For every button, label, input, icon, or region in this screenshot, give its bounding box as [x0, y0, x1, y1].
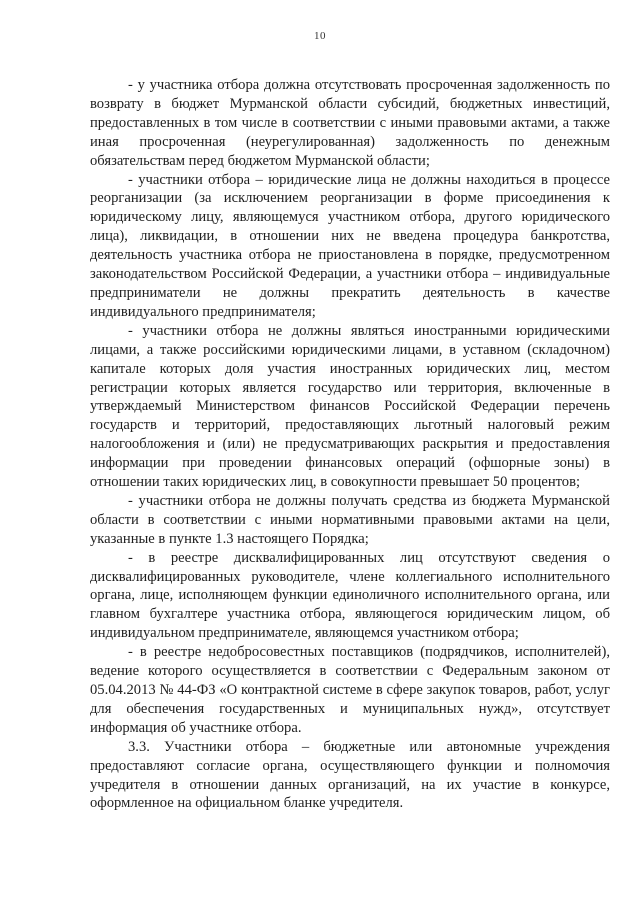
paragraph-reorganization: - участники отбора – юридические лица не должны находиться в процессе реорганизации (за исключением реорганизации в форме присоединения к юридическому лицу, являющемуся участником отбора, другого юридического лица), ликвидации, в отношении них не введена процедура банкротства, деятельность участника отбора не приостановлена в порядке, предусмотренном законодательством Российской Федерации, а участники отбора – индивидуальные предприниматели не должны прекратить деятельность в качестве индивидуального предпринимателя; — [90, 171, 610, 320]
paragraph-unfair-suppliers-registry: - в реестре недобросовестных поставщиков (подрядчиков, исполнителей), ведение которого осуществляется в соответствии с Федеральным законом от 05.04.2013 № 44-ФЗ «О контрактной системе в сфере закупок товаров, работ, услуг для обеспечения государственных и муниципальных нужд», отсутствует информация об участнике отбора. — [90, 644, 610, 736]
document-body — [90, 76, 610, 813]
page-number: 10 — [314, 30, 326, 42]
paragraph-other-funding: - участники отбора не должны получать средства из бюджета Мурманской области в соответствии с иными нормативными правовыми актами на цели, указанные в пункте 1.3 настоящего Порядка; — [90, 492, 610, 547]
paragraph-overdue-debt: - у участника отбора должна отсутствовать просроченная задолженность по возврату в бюджет Мурманской области субсидий, бюджетных инвестиций, предоставленных в том числе в соответствии с иными правовыми актами, а также иная просроченная (неурегулированная) задолженность по денежным обязательствам перед бюджетом Мурманской области; — [90, 77, 610, 169]
paragraph-disqualified-registry: - в реестре дисквалифицированных лиц отсутствуют сведения о дисквалифицированных руководителе, члене коллегиального исполнительного органа, лице, исполняющем функции единоличного исполнительного органа, или главном бухгалтере участника отбора, являющегося юридическим лицом, об индивидуальном предпринимателе, являющемся участником отбора; — [90, 549, 610, 642]
paragraph-foreign-entities: - участники отбора не должны являться иностранными юридическими лицами, а также российскими юридическими лицами, в уставном (складочном) капитале которых доля участия иностранных юридических лиц, местом регистрации которых является государство или территория, включенные в утверждаемый Министерством финансов Российской Федерации перечень государств и территорий, предоставляющих льготный налоговый режим налогообложения и (или) не предусматривающих раскрытия и предоставления информации при проведении финансовых операций (офшорные зоны) в отношении таких юридических лиц, в совокупности превышает 50 процентов; — [90, 322, 610, 491]
paragraph-section-3-3: 3.3. Участники отбора – бюджетные или автономные учреждения предоставляют согласие органа, осуществляющего функции и полномочия учредителя в отношении данных организаций, на их участие в конкурсе, оформленное на официальном бланке учредителя. — [90, 738, 610, 812]
